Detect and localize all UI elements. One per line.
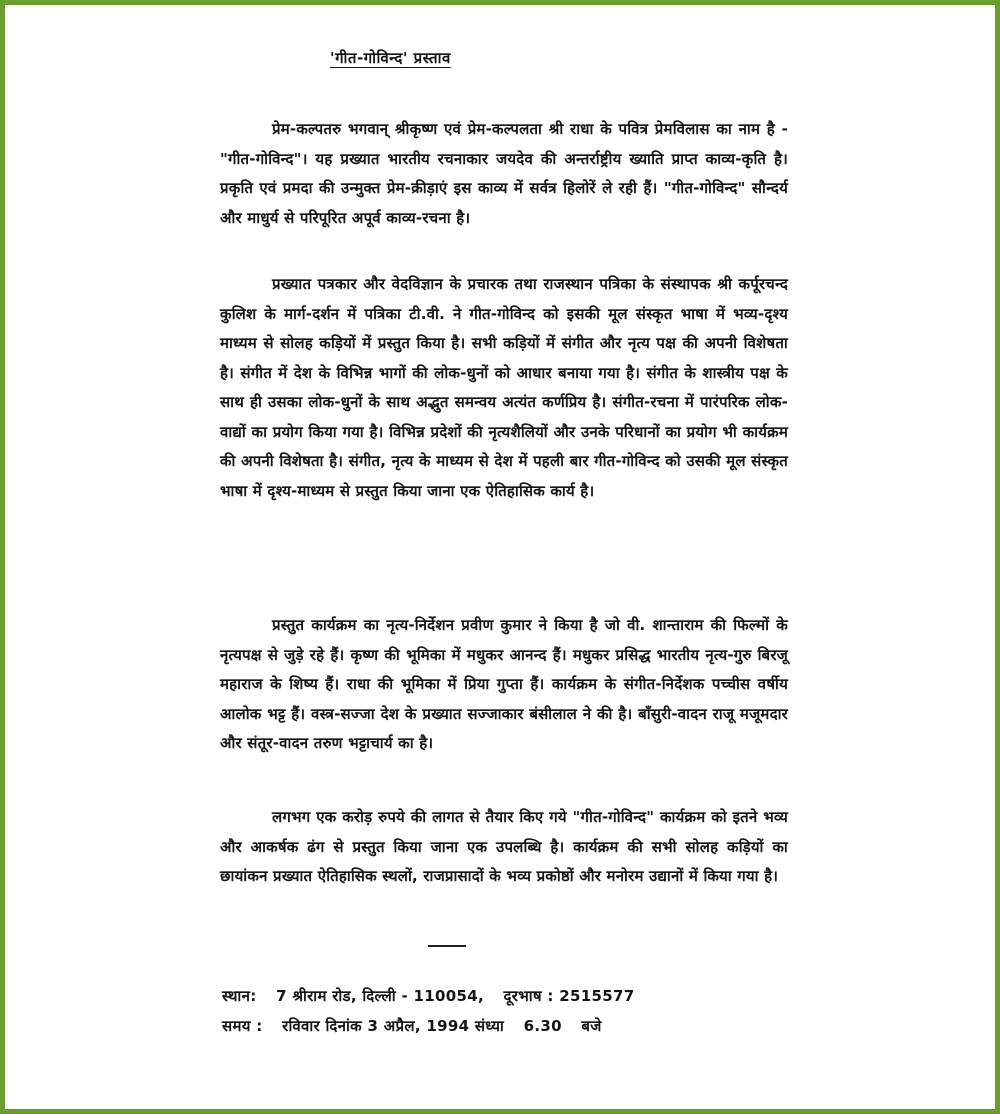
section-divider [428, 945, 466, 947]
paragraph-cost: लगभग एक करोड़ रुपये की लागत से तैयार किए गये "गीत-गोविन्द" कार्यक्रम को इतने भव्य और आकर्षक ढंग से प्रस्तुत किया जाना एक उपलब्धि है। कार्यक्रम की सभी सोलह कड़ियों का छायांकन प्रख्यात ऐतिहासिक स्थलों, राजप्रासादों के भव्य प्रकोष्ठों और मनोरम उद्यानों में किया गया है। [220, 808, 788, 885]
venue-address: 7 श्रीराम रोड, दिल्ली - 110054, [276, 987, 484, 1005]
document-title: 'गीत-गोविन्द' प्रस्ताव [330, 49, 451, 67]
phone-label: दूरभाष : [503, 987, 554, 1005]
time-clock: 6.30 [523, 1017, 562, 1035]
time-line [222, 1016, 602, 1036]
paragraph-intro: प्रेम-कल्पतरु भगवान् श्रीकृष्ण एवं प्रेम-कल्पलता श्री राधा के पवित्र प्रेमविलास का नाम है - "गीत-गोविन्द"। यह प्रख्यात भारतीय रचनाकार जयदेव की अन्तर्राष्ट्रीय ख्याति प्राप्त काव्य-कृति है। प्रकृति एवं प्रमदा की उन्मुक्त प्रेम-क्रीड़ाएं इस काव्य में सर्वत्र हिलोरें ले रही हैं। "गीत-गोविन्द" सौन्दर्य और माधुर्य से परिपूरित अपूर्व काव्य-रचना है। [220, 120, 788, 227]
venue-line [222, 986, 634, 1006]
phone-number: 2515577 [559, 987, 635, 1005]
venue-label: स्थान: [222, 987, 257, 1005]
time-label: समय : [222, 1017, 263, 1035]
paragraph-production: प्रख्यात पत्रकार और वेदविज्ञान के प्रचारक तथा राजस्थान पत्रिका के संस्थापक श्री कर्पूरचन्द कुलिश के मार्ग-दर्शन में पत्रिका टी.वी. ने गीत-गोविन्द को इसकी मूल संस्कृत भाषा में भव्य-दृश्य माध्यम से सोलह कड़ियों में प्रस्तुत किया है। सभी कड़ियों में संगीत और नृत्य पक्ष की अपनी विशेषता है। संगीत में देश के विभिन्न भागों की लोक-धुनों को आधार बनाया गया है। संगीत के शास्त्रीय पक्ष के साथ ही उसका लोक-धुनों के साथ अद्भुत समन्वय अत्यंत कर्णप्रिय है। संगीत-रचना में पारंपरिक लोक-वाद्यों का प्रयोग किया गया है। विभिन्न प्रदेशों की नृत्यशैलियों और उनके परिधानों का प्रयोग भी कार्यक्रम की अपनी विशेषता है। संगीत, नृत्य के माध्यम से देश में पहली बार गीत-गोविन्द को उसकी मूल संस्कृत भाषा में दृश्य-माध्यम से प्रस्तुत किया जाना एक ऐतिहासिक कार्य है। [220, 275, 788, 500]
paragraph-cast: प्रस्तुत कार्यक्रम का नृत्य-निर्देशन प्रवीण कुमार ने किया है जो वी. शान्ताराम की फिल्मों के नृत्यपक्ष से जुड़े रहे हैं। कृष्ण की भूमिका में मधुकर आनन्द हैं। मधुकर प्रसिद्ध भारतीय नृत्य-गुरु बिरजू महाराज के शिष्य हैं। राधा की भूमिका में प्रिया गुप्ता हैं। कार्यक्रम के संगीत-निर्देशक पच्चीस वर्षीय आलोक भट्ट हैं। वस्त्र-सज्जा देश के प्रख्यात सज्जाकार बंसीलाल ने की है। बाँसुरी-वादन राजू मजूमदार और संतूर-वादन तरुण भट्टाचार्य का है। [220, 616, 788, 752]
time-value: रविवार दिनांक 3 अप्रैल, 1994 संध्या [282, 1017, 505, 1035]
time-suffix: बजे [581, 1017, 602, 1035]
